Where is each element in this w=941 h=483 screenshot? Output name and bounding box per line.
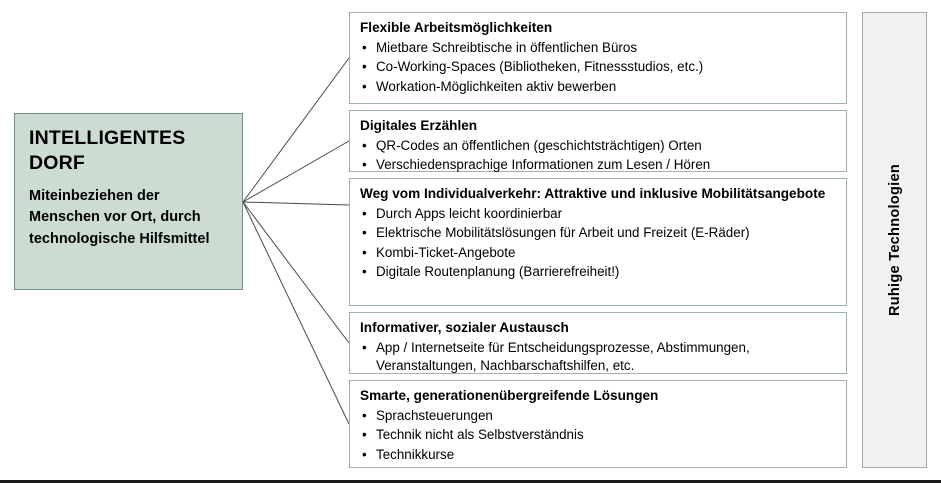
card-item-list: [360, 407, 838, 465]
list-item: • Sprachsteuerungen: [360, 407, 838, 426]
topic-card: [349, 380, 847, 468]
card-item-list: [360, 205, 838, 282]
card-item-list: [360, 39, 838, 97]
side-panel: [862, 12, 927, 468]
card-title: Smarte, generationenübergreifende Lösungen: [360, 388, 659, 403]
list-item: • Elektrische Mobilitätslösungen für Arbeit und Freizeit (E-Räder): [360, 224, 838, 243]
root-subtitle: Miteinbeziehen der Menschen vor Ort, durch technologische Hilfsmittel: [29, 187, 210, 247]
list-item: • Workation-Möglichkeiten aktiv bewerben: [360, 78, 838, 97]
side-panel-label: Ruhige Technologien: [886, 163, 903, 317]
root-node: [14, 113, 243, 290]
card-title: Digitales Erzählen: [360, 118, 478, 133]
list-item: • Technik nicht als Selbstverständnis: [360, 426, 838, 445]
root-title: INTELLIGENTES DORF: [29, 127, 186, 174]
list-item: • Durch Apps leicht koordinierbar: [360, 205, 838, 224]
topic-card: [349, 110, 847, 172]
list-item: • Kombi-Ticket-Angebote: [360, 244, 838, 263]
card-title: Weg vom Individualverkehr: Attraktive und inklusive Mobilitätsangebote: [360, 186, 826, 201]
topic-card: [349, 312, 847, 374]
topic-card: [349, 178, 847, 306]
card-item-list: [360, 137, 838, 175]
card-title: Informativer, sozialer Austausch: [360, 320, 569, 335]
list-item: • QR-Codes an öffentlichen (geschichtsträchtigen) Orten: [360, 137, 838, 156]
list-item: • Digitale Routenplanung (Barrierefreiheit!): [360, 263, 838, 282]
list-item: • App / Internetseite für Entscheidungsprozesse, Abstimmungen, Veranstaltungen, Nachbarschaftshilfen, etc.: [360, 339, 838, 376]
list-item: • Co-Working-Spaces (Bibliotheken, Fitnessstudios, etc.): [360, 58, 838, 77]
card-title: Flexible Arbeitsmöglichkeiten: [360, 20, 553, 35]
list-item: • Verschiedensprachige Informationen zum Lesen / Hören: [360, 156, 838, 175]
list-item: • Technikkurse: [360, 446, 838, 465]
topic-card: [349, 12, 847, 104]
list-item: • Mietbare Schreibtische in öffentlichen Büros: [360, 39, 838, 58]
card-item-list: [360, 339, 838, 376]
